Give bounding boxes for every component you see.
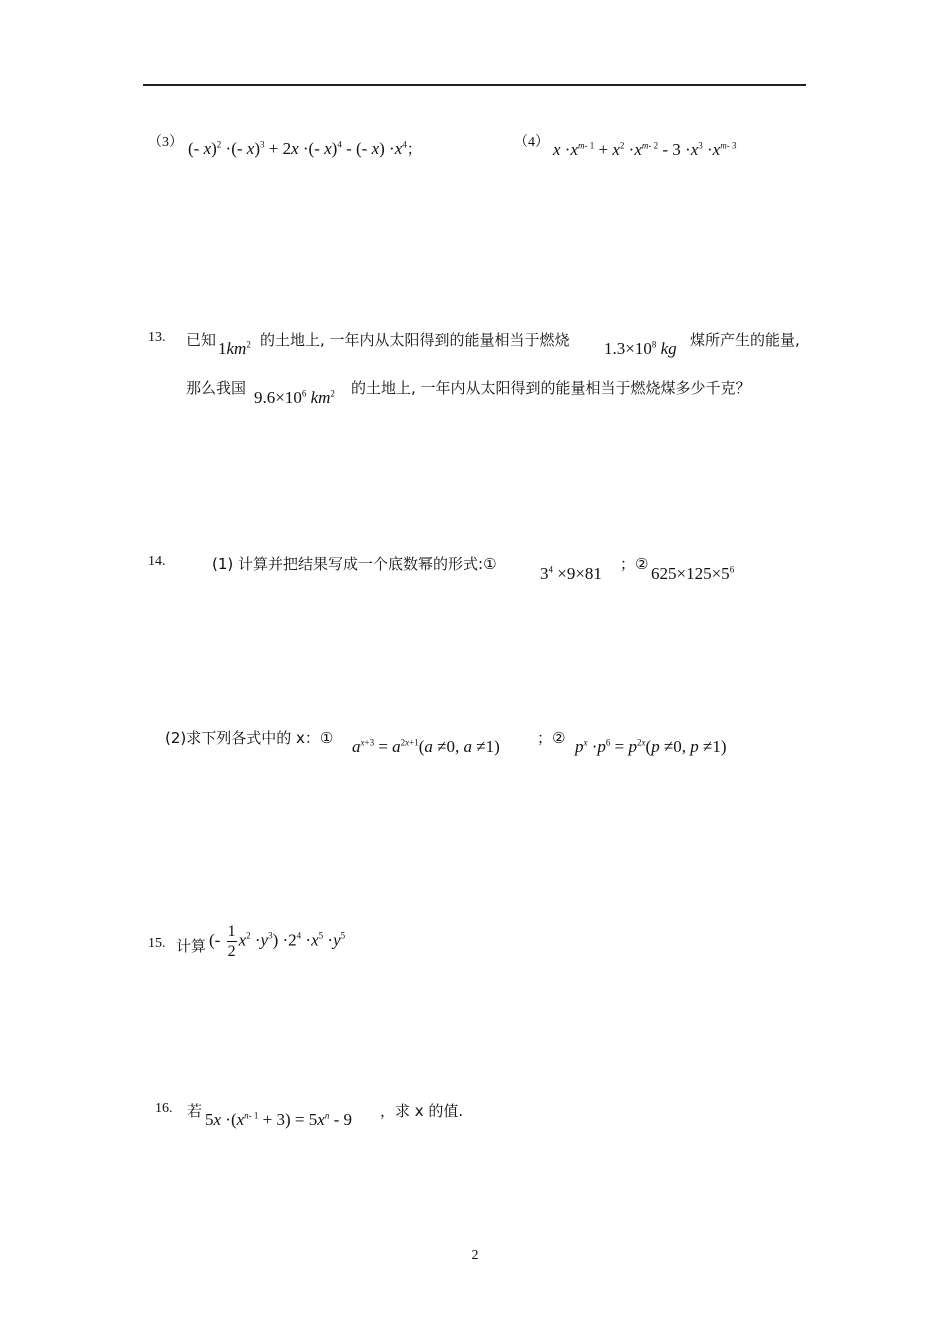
p15-expression: (- $\frac{1}{2}$ $x^2 \cdot y^3) \cdot 2^4 \cdot x^5 \cdot y^5$ [209, 923, 346, 960]
p15-number: 15. [148, 936, 166, 951]
p13-math-3: $9.6\times 10^6$ $km^2$ [254, 388, 335, 407]
p13-text-4: 那么我国 [186, 379, 247, 397]
p14-part1-text: (1) 计算并把结果写成一个底数幂的形式:① [212, 555, 497, 573]
p14-math-1: $3^4 \times 9\times 81$ [540, 564, 602, 583]
p14-separator-2: ；② [537, 729, 566, 747]
p13-math-1: $1km^2$ [218, 339, 251, 358]
p15-text: 计算 [176, 937, 207, 955]
p16-text-2: ，求 x 的值. [380, 1102, 464, 1120]
p14-math-4: $p^x \cdot p^6 = p^{2x}(p \ne 0$, p ≠1) [575, 737, 727, 756]
p12-label-3: （3） [148, 135, 183, 150]
p14-math-3: $a^{x+3} = a^{2x+1}(a \ne 0$, a ≠1) [352, 737, 500, 756]
p12-expression-3: (- x)$^2$ ·(- x)$^3$ + 2x ·(- x)$^4$ - (- $x) \cdot x^4$； [188, 139, 422, 158]
header-rule [143, 84, 806, 86]
p13-text-1: 已知 [186, 331, 217, 349]
p14-math-2: $625\times 125\times 5^6$ [651, 564, 735, 583]
p13-text-2: 的土地上, 一年内从太阳得到的能量相当于燃烧 [260, 331, 570, 349]
p13-text-3: 煤所产生的能量, [690, 331, 800, 349]
p16-text-1: 若 [187, 1102, 203, 1120]
p16-number: 16. [155, 1101, 173, 1116]
p13-text-5: 的土地上, 一年内从太阳得到的能量相当于燃烧煤多少千克？ [351, 379, 751, 397]
page-number: 2 [471, 1248, 479, 1263]
p13-number: 13. [148, 330, 166, 345]
p14-separator: ；② [620, 555, 649, 573]
p14-part2-text: (2)求下列各式中的 x：① [165, 729, 334, 747]
p14-number: 14. [148, 554, 166, 569]
p13-math-2: $1.3\times 10^8$ kg [604, 339, 677, 358]
p12-label-4: （4） [514, 135, 549, 150]
p12-expression-4: $x \cdot x^{m- 1} + x^2 \cdot x^{m- 2} - 3 \cdot x^3 \cdot x^{m- 3}$ [553, 140, 737, 159]
p16-expression: $5x \cdot(x^{n- 1} + 3) = 5x^n - 9$ [205, 1110, 352, 1129]
